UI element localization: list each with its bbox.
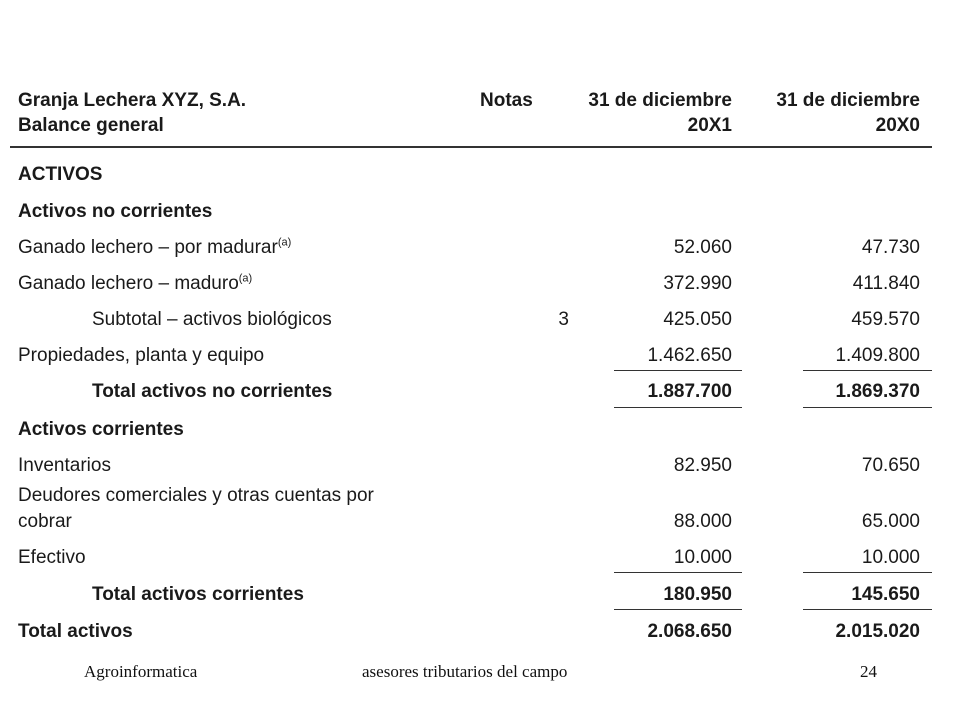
- total-rule-20x0: [803, 407, 932, 408]
- footnote-marker: (a): [238, 272, 253, 285]
- row-label: ACTIVOS: [18, 164, 103, 185]
- value-20x0: 145.650: [851, 584, 920, 605]
- total-rule-20x0: [803, 609, 932, 610]
- row-label: Propiedades, planta y equipo: [18, 345, 265, 366]
- row-label: Total activos corrientes: [92, 584, 304, 605]
- subtotal-rule-20x0: [803, 370, 932, 371]
- row-label: Activos no corrientes: [18, 201, 213, 222]
- total-rule-20x1: [614, 407, 742, 408]
- value-20x1: 52.060: [673, 237, 732, 258]
- value-20x1: 10.000: [673, 547, 732, 568]
- row-label: Ganado lechero – por madurar$^{(a)}$: [18, 236, 292, 258]
- col1-header-year: 20X1: [687, 115, 732, 136]
- row-label-line1: Deudores comerciales y otras cuentas por: [18, 485, 374, 506]
- row-label: Subtotal – activos biológicos: [92, 309, 332, 330]
- value-20x1: 82.950: [673, 455, 732, 476]
- value-20x0: 70.650: [861, 455, 920, 476]
- balance-sheet: [10, 84, 932, 642]
- value-20x0: 1.409.800: [835, 345, 920, 366]
- subtotal-rule-20x0: [803, 572, 932, 573]
- footer-center: asesores tributarios del campo: [362, 662, 568, 681]
- notes-column-header: Notas: [480, 90, 533, 111]
- value-20x0: 10.000: [861, 547, 920, 568]
- value-20x1: 372.990: [663, 273, 732, 294]
- footnote-marker: (a): [277, 236, 292, 249]
- company-name: Granja Lechera XYZ, S.A.: [18, 90, 247, 111]
- col2-header-date: 31 de diciembre: [776, 90, 920, 111]
- value-20x1: 88.000: [673, 511, 732, 532]
- total-rule-20x1: [614, 609, 742, 610]
- subtotal-rule-20x1: [614, 572, 742, 573]
- statement-title: Balance general: [18, 115, 164, 136]
- value-20x0: 1.869.370: [835, 381, 920, 402]
- value-20x0: 65.000: [861, 511, 920, 532]
- value-20x1: 2.068.650: [647, 621, 732, 642]
- footer-left: Agroinformatica: [84, 662, 198, 681]
- value-20x1: 1.462.650: [647, 345, 732, 366]
- col1-header-date: 31 de diciembre: [588, 90, 732, 111]
- value-20x1: 1.887.700: [647, 381, 732, 402]
- value-20x1: 180.950: [663, 584, 732, 605]
- page-number: 24: [860, 662, 877, 681]
- note-ref: 3: [558, 309, 569, 330]
- row-label: Inventarios: [18, 455, 111, 476]
- row-label: Efectivo: [18, 547, 86, 568]
- table-header: [10, 84, 932, 148]
- col2-header-year: 20X0: [875, 115, 920, 136]
- value-20x0: 411.840: [852, 273, 920, 294]
- value-20x0: 2.015.020: [835, 621, 920, 642]
- row-label: Total activos: [18, 621, 133, 642]
- row-label: Total activos no corrientes: [92, 381, 333, 402]
- value-20x0: 47.730: [861, 237, 920, 258]
- subtotal-rule-20x1: [614, 370, 742, 371]
- value-20x0: 459.570: [851, 309, 920, 330]
- row-label: Ganado lechero – maduro$^{(a)}$: [18, 272, 253, 294]
- row-label-line2: cobrar: [18, 511, 72, 532]
- row-label: Activos corrientes: [18, 419, 184, 440]
- value-20x1: 425.050: [663, 309, 732, 330]
